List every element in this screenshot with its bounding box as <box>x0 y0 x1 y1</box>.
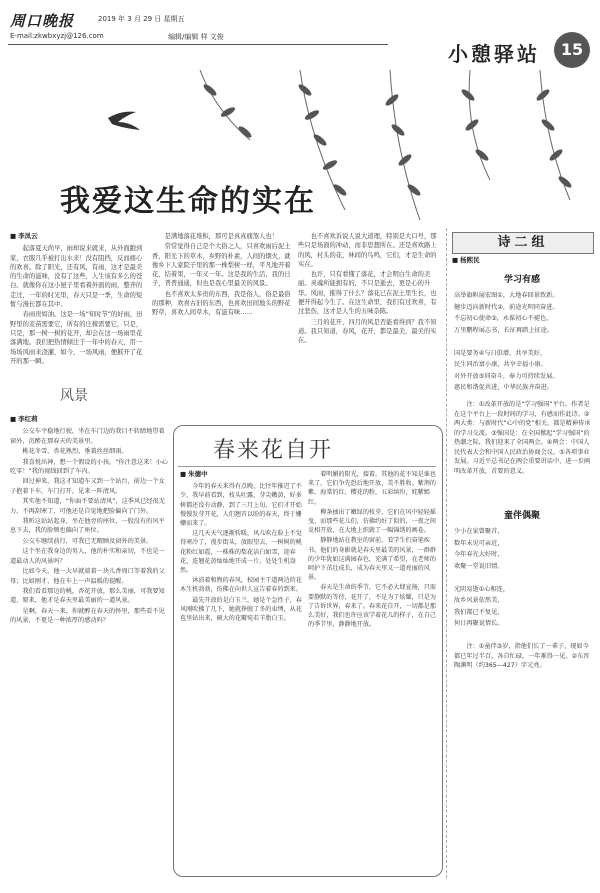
spring-col1 <box>180 470 302 624</box>
main-article-col2 <box>152 232 292 319</box>
spring-paragraph: 春天是生命的季节，它不必大肆宣扬，只需要静默的等待，花开了，不是为了炫耀，只是为了告诉世界，春来了。春来花自开，一切都是那么美好，我们也许应该学着花儿的样子，在自己的季节里，静静地开放。 <box>308 584 436 629</box>
spring-paragraph: 沐浴着和煦的春风，校园主干道两边的花木生机勃勃，彷佛在向世人宣告着春的到来。 <box>180 577 302 594</box>
fengjing-paragraph: 我听这站站起身，坐在他旁的座位，一股没有的风平息下去，我的脸颊也偏向了座位。 <box>10 518 165 535</box>
spring-paragraph: 静静地站在教室的窗前，看学生们奋笔疾书，他们的身影就是春天里最美的风景，一群群的少年犹如这满园春色，充满了希望，在老师的呵护下茁壮成长，成为春天里又一道亮丽的风景。 <box>308 537 436 582</box>
spring-title: 春来花自开 <box>213 438 334 463</box>
spring-byline: ■ 朱德中 <box>180 470 302 479</box>
poem-line: 故乡风景依然美， <box>454 597 504 604</box>
poem-line: 少小在家曾聚首， <box>454 528 504 535</box>
main-article-paragraph: 三月的花开，四月的风是否能看得到？我不知道。我只知道，春风，花开，都是最美，最美的实在。 <box>298 318 437 345</box>
poem2-note <box>454 642 592 671</box>
editor-credit: 编辑/编辑 样 文俊 <box>168 33 224 41</box>
main-article-paragraph: 也不喜欢太多贵的东西，我是俗人，俗是最俗的那种，欢喜古旧的东西，也喜欢田间地头的野花野草，喜欢人间草木，有滋有味…… <box>152 290 291 317</box>
main-article-col1 <box>10 232 145 367</box>
poems-byline-wrap <box>452 256 592 268</box>
fengjing-article <box>10 415 168 627</box>
poem-line: 民生同治富小康，共享幸福小康。 <box>454 361 547 368</box>
fengjing-paragraph: 回过神来，我这才知道车又到一个站台，前边一个女子抱着下车，车门打开，见来一阵清风。 <box>10 478 165 495</box>
poem-line: 健步迈向新时代②，前途光明同奋进。 <box>454 303 559 311</box>
masthead <box>8 8 592 70</box>
poem-line: 惠民和谐促共进，中华民族齐奋进。 <box>454 384 553 391</box>
main-article-paragraph: 也不喜欢诉说人说大道理，特别是大口号，那些只是场面的冲动，而非思想所在。还是喜欢路上的风，村头的花，林间的鸟鸣，它们，才是生命的实在。 <box>298 233 437 268</box>
page-number-badge: 15 <box>554 32 590 68</box>
swallow-icon <box>108 112 140 130</box>
fengjing-byline: ■ 李红莉 <box>10 415 168 424</box>
spring-paragraph: 最先开放的是白玉兰，她是个急性子，春风刚吹拂了几下，她就挣脱了冬的束缚，从花苞里钻出来，硕大的花瓣宛若羊脂白玉。 <box>180 596 302 623</box>
poem1-body <box>454 290 592 394</box>
poem-line <box>454 572 592 584</box>
fengjing-paragraph: 我们看看那边的桃，杏花开放，那么美丽，可我要知道，原来，他才是春天里最美丽的一道风景。 <box>10 587 165 605</box>
main-article-paragraph: 常常觉得自己是个大俗之人，只喜欢雨后泥土香，阳光下的草木，乡野的朴素，人间的烟火，就像乡下人家院子里的那一株梨树一样，平凡地开着花，结着果，一年又一年。这是我的生活，我的日子，普普通通，但也是我心里最美的风景。 <box>152 243 291 288</box>
spring-paragraph: 今年的春天来得有点晚，比往年推迟了不少，我早前看到，枝头吐露，芽尖嫩黄，好多树都还没有动静，到了三月上旬，它们才开始慢慢发芽开花，人们翘首以盼的春天，终于姗姗而来了。 <box>180 483 302 528</box>
poem-line <box>454 336 592 348</box>
poem1-note-text: 注：①改革开放的是“学习强国”平台。作者是在这个平台上一段时间的学习，有感而作此诗。②两大类：与新时代“心中的党”相关，都是精神传承的学习交流。③强国是：在全国掀起“学习强国”的热潮之际，我们迎来了全国两会。④两会：中国人民代表大会和中国人民政治协商会议，⑤各项事业发展。习近平总书记在两会重要讲话中，进一步阐明改革开放，首要的意义。 <box>454 401 591 475</box>
poem-line: 今年春光大好时， <box>454 551 504 558</box>
main-headline: 我爱这生命的实在 <box>60 184 316 219</box>
poems-header: 诗二组 <box>452 232 594 254</box>
main-article-paragraph: 起落夏天尚早，雨却说来就来，从外面跑到家，衣服几乎被打出水来！没有阻挡，反而痛心的欢喜。除了阳光，还有风，有雨，这才是最美的生命的滋味，没有了这些，人生该有多么的苍白。就像你在这小屋子里看着外面的雨，整齐的走过，一年的时光里，春天只是一季，生命的短暂与漫长都在其中。 <box>10 245 143 309</box>
fengjing-paragraph: 比如今天，他一大早就端着一块儿香周口等着我的父母；比如刚才，他在车上一声温暖的提醒。 <box>10 568 165 585</box>
main-article-col3 <box>298 232 438 347</box>
main-article-paragraph: 也许，只有看懂了落花，才会明白生命的美丽。灵魂所能拥有的，不只是逝去，更是心的升华。风雨，摧得了什么？落花已在泥土里生长，也便开得起今生了。在这生命里，我们有过欢喜，有过悲伤，这才是人生的五味杂陈。 <box>298 271 437 316</box>
main-article-paragraph: 春雨贵如油。这是一场“知时节”的好雨，田野里的麦苗需要它，所有的庄稼需要它，只是，只是，那一树一树的花开，却会在这一场雨里花落满地。我们把热情倾注于一年中的春天，用一场场风雨来浇灌，如今，一场风雨，便摧开了花开的那一瞬。 <box>10 311 143 365</box>
masthead-rule <box>8 44 388 45</box>
poem1-note <box>454 400 592 476</box>
spring-title-rule <box>178 466 436 467</box>
poem-line: 何日再聚说情长。 <box>454 620 504 627</box>
main-article-paragraph: 是满地落花堆积，那可是真真痛煞人也！ <box>164 233 278 240</box>
poem2-title: 童伴偶聚 <box>503 511 540 521</box>
fengjing-title: 风景 <box>60 388 88 404</box>
fengjing-paragraph: 公交车平稳地行驶，坐在车门边的我目不转睛地望着窗外，沉醉在那春天的美景里。 <box>10 428 165 445</box>
fengjing-paragraph: 我喜悦出神，想一个假设的小孩。“你注意这来！小心吃零！”我的视线回到了车内。 <box>10 458 168 476</box>
poem-line: 对外开放⑤同奋斗，奉力可持续发展。 <box>454 372 559 380</box>
fengjing-paragraph: 桃花冬雪，杏花熟烈，垂着丝丝细雨。 <box>22 448 128 456</box>
column-title: 小憩驿站 <box>448 42 540 66</box>
poem1-title: 学习有感 <box>503 275 540 285</box>
spring-paragraph: 柳条抽出了嫩绿的枝芽，它们在风中轻轻摇曳，而那些花儿们，仿佛约好了似的，一夜之间竞相开放，在大地上织就了一幅锦绣的画卷。 <box>308 508 436 535</box>
poem-line: 数年未见可亲近， <box>454 539 504 547</box>
fengjing-paragraph: 公交车继续前行，可我已无暇顾及窗外的美景。 <box>22 537 153 545</box>
poem-line: 高举旗帜展宏图①，大地春回景致新。 <box>454 292 559 299</box>
poem-line: 我们都已不复见， <box>454 608 504 616</box>
poem-line: 万里鹏程展志书，长征再踏上征途。 <box>454 326 553 334</box>
spring-col2 <box>308 470 436 630</box>
spring-paragraph: 着明媚的阳光，接着，其他的花不知是谁也来了，它们争先恐后地开放，美不胜收。紫荆的紫、海棠的红、樱花的粉，五彩缤纷，姹紫嫣红。 <box>308 471 436 506</box>
fengjing-paragraph: 是啊，春天一来，你就醉在春天的怀里，那些看不见的风景，不更是一种浓厚的感动吗？ <box>10 607 165 625</box>
poem-line: 光阴易逝①心相连， <box>454 585 510 593</box>
newspaper-logo: 周口晚报 <box>10 12 75 30</box>
spring-paragraph: 这几天天气逐渐转暖，风儿吹在脸上不觉得寒冷了，漫步街头，放眼望去，一树树的桃花粉红如霞，一株株的梨花洁白如雪，迎春花、连翘花黄灿灿地开成一片，处处生机盎然。 <box>180 530 302 575</box>
poems-byline: ■ 杨熙民 <box>452 256 592 265</box>
issue-date: 2019 年 3 月 29 日 星期五 <box>98 15 185 23</box>
email-link[interactable]: E-mail:zkwbxyzj@126.com <box>10 32 104 40</box>
fengjing-paragraph: 其实他不知道，“你面不要站清风”，这季风已经很无力，不再刮寒了，可他还是自觉地把脸偏向了门外。 <box>10 498 165 515</box>
column-divider <box>446 228 447 878</box>
poem-line: 不忘初心使命③，永葆初心不褪色， <box>454 315 553 322</box>
poem2-body <box>454 526 592 630</box>
poem2-note-text: 注：①童伴③岁，指他们长了一辈子，现如今都已年过半百，各自忙碌，一年难得一见。②东晋陶渊明（约365—427）字元亮。 <box>454 643 590 669</box>
poem-line: 欢聚一堂说旧情。 <box>454 562 504 570</box>
poem-line: 国是要务④与日俱增，共享美好， <box>454 349 547 357</box>
main-article-byline: ■ 李凤云 <box>10 232 145 241</box>
fengjing-paragraph: 这个坐在我身边的男人，他的朴实和亲切，不也是一道最动人的风景吗？ <box>10 548 165 565</box>
